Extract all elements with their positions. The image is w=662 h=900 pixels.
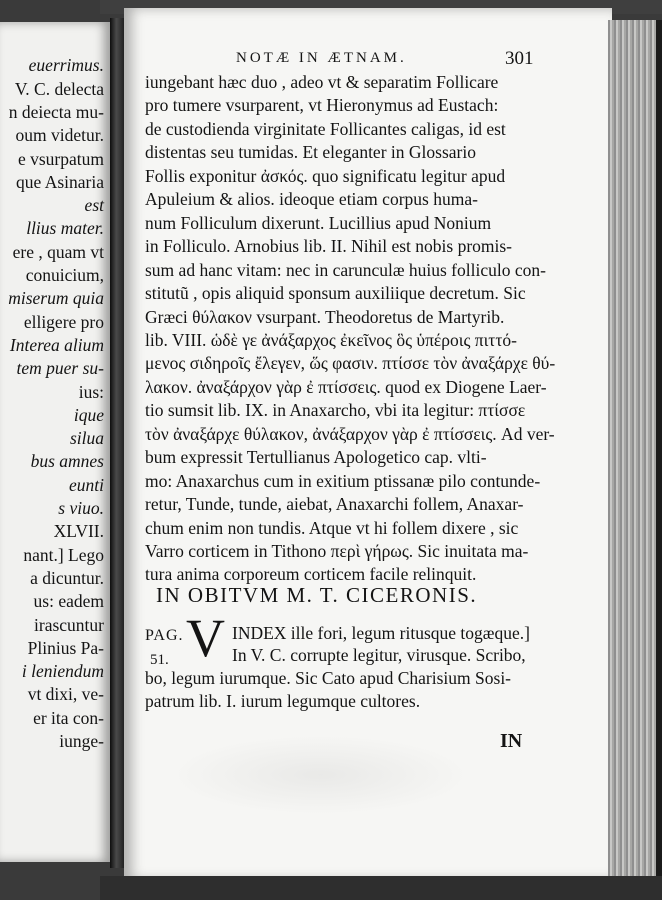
left-page-fragment: s viuo. [58, 498, 104, 518]
left-page-fragment: miserum quia [8, 288, 104, 309]
left-page [0, 22, 110, 862]
left-page-fragment: i leniendum [21, 661, 104, 682]
body-line: Apuleium & alios. ideoque etiam corpus huma- [145, 189, 478, 210]
body-line: Varro corticem in Tithono περὶ γήρως. Sic inuitata ma- [145, 541, 529, 561]
book-cover-bottom [100, 876, 662, 900]
body-line: chum enim non tundis. Atque vt hi follem dixere , sic [145, 517, 519, 538]
body-line: mo: Anaxarchus cum in exitium ptissanæ pilo contunde- [145, 470, 541, 491]
left-page-fragment: XLVII. [53, 521, 104, 542]
left-page-fragment: conuicium, [25, 265, 104, 285]
left-page-fragment: us: eadem [33, 591, 104, 612]
left-page-fragment: elligere pro [23, 311, 104, 332]
left-page-fragment: Interea alium [9, 334, 104, 355]
book-cover-edge [656, 20, 662, 886]
running-title: NOTÆ IN ÆTNAM. [236, 50, 407, 66]
paper-stain [170, 735, 470, 815]
left-page-fragment: a dicuntur. [30, 567, 104, 588]
section-line: In V. C. corrupte legitur, virusque. Scribo, [232, 645, 526, 665]
page-reference-number: 51. [150, 652, 169, 668]
body-line: pro tumere vsurparent, vt Hieronymus ad Eustach: [145, 95, 499, 116]
left-page-fragment: silua [69, 428, 104, 449]
left-page-fragment: e vsurpatum [17, 148, 104, 169]
left-page-fragment: er ita con- [33, 707, 104, 728]
catchword: IN [500, 730, 523, 752]
left-page-fragment: vt dixi, ve- [27, 684, 104, 705]
left-page-fragment: n deiecta mu- [8, 101, 104, 122]
page-number: 301 [505, 48, 534, 69]
body-line: iungebant hæc duo , adeo vt & separatim Follicare [145, 72, 499, 92]
body-line: μενος σιδηροῖς ἔλεγεν, ὥς φασιν. πτίσσε τὸν ἀναξάρχε θύ- [145, 353, 556, 374]
body-line: Græci θύλακον vsurpant. Theodoretus de Martyrib. [145, 306, 505, 327]
page-edges [608, 20, 658, 886]
section-line: INDEX ille fori, legum ritusque togæque.] [232, 623, 530, 643]
left-page-fragment: est [84, 195, 104, 216]
section-line: patrum lib. I. iurum legumque cultores. [145, 691, 421, 711]
body-line: in Folliculo. Arnobius lib. II. Nihil est nobis promis- [145, 236, 513, 257]
left-page-fragment: irascuntur [34, 614, 104, 635]
left-page-fragment: V. C. delecta [14, 78, 104, 99]
drop-cap: V [186, 608, 225, 668]
body-line: τὸν ἀναξάρχε θύλακον, ἀνάξαρχον γὰρ ἐ πτίσσεις. Ad ver- [145, 423, 555, 444]
left-page-fragment: eunti [69, 474, 104, 495]
body-line: bum expressit Tertullianus Apologetico cap. vlti- [145, 447, 487, 468]
body-line: λακον. ἀναξάρχον γὰρ ἐ πτίσσεις. quod ex Diogene Laer- [145, 376, 547, 397]
body-line: sum ad hanc vitam: nec in carunculæ huius folliculo con- [145, 259, 546, 280]
left-page-fragment: ius: [78, 381, 104, 402]
body-line: Follis exponitur ἀσκός. quo significatu legitur apud [145, 165, 506, 186]
page-reference-label: PAG. [145, 627, 184, 644]
left-page-fragment: que Asinaria [16, 171, 104, 192]
body-line: distentas seu tumidas. Et eleganter in Glossario [145, 142, 476, 163]
left-page-fragment: tem puer su- [16, 358, 104, 379]
left-page-fragment: euerrimus. [28, 55, 104, 76]
body-line: de custodienda virginitate Follicantes caligas, id est [145, 118, 506, 139]
body-line: tura anima corporeum corticem facile relinquit. [145, 564, 477, 585]
left-page-fragment: oum videtur. [15, 125, 104, 146]
left-page-fragment: bus amnes [30, 451, 104, 472]
left-page-fragment: iunge- [59, 731, 104, 751]
left-page-fragment: ere , quam vt [12, 241, 104, 262]
body-line: num Folliculum dixerunt. Lucillius apud Nonium [145, 212, 492, 233]
body-line: tio sumsit lib. IX. in Anaxarcho, vbi ita legitur: πτίσσε [145, 400, 526, 421]
left-page-fragment: nant.] Lego [23, 544, 104, 565]
body-line: stitutũ , opis aliquid sponsum auxiliique decretum. Sic [145, 283, 526, 304]
body-line: retur, Tunde, tunde, aiebat, Anaxarchi follem, Anaxar- [145, 494, 524, 515]
left-page-fragment: llius mater. [26, 218, 104, 239]
section-line: bo, legum iurumque. Sic Cato apud Charisium Sosi- [145, 668, 512, 688]
left-page-fragment: ique [73, 404, 104, 425]
section-title: IN OBITVM M. T. CICERONIS. [156, 583, 478, 607]
body-line: lib. VIII. ὡδὲ γε ἀνάξαρχος ἐκεῖνος ὃς ὑπέροις πιττό- [145, 329, 517, 350]
left-page-fragment: Plinius Pa- [27, 637, 104, 658]
